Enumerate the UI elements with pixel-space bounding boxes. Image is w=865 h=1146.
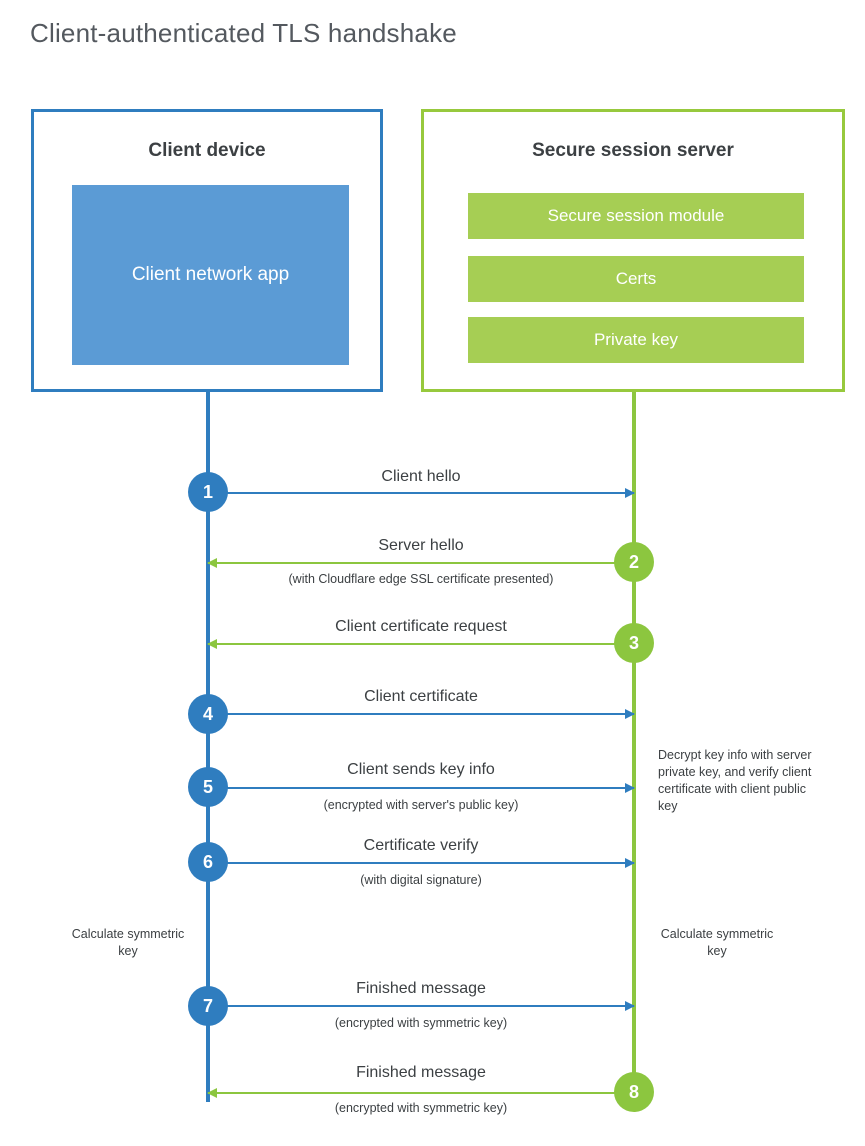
note-client-symmetric-key: Calculate symmetric key	[71, 927, 185, 958]
note-server-decrypt: Decrypt key info with server private key, and verify client certificate with client public key	[658, 748, 812, 813]
arrow-step-1	[208, 492, 634, 494]
secure-session-server-box	[421, 109, 845, 392]
label-step-3: Client certificate request	[335, 618, 507, 635]
arrow-shaft	[208, 643, 634, 645]
page-title: Client-authenticated TLS handshake	[30, 18, 457, 48]
label-step-6: Certificate verify	[363, 837, 479, 854]
label-step-2: Server hello	[378, 537, 464, 554]
badge-step-3: 3	[614, 623, 654, 663]
secure-session-server-title: Secure session server	[532, 140, 734, 161]
server-chip-private-key: Private key	[468, 317, 804, 363]
sublabel-step-8: (encrypted with symmetric key)	[334, 1101, 508, 1115]
badge-step-2: 2	[614, 542, 654, 582]
arrowhead-icon	[625, 1001, 635, 1011]
arrow-step-3	[208, 643, 634, 645]
arrowhead-icon	[625, 783, 635, 793]
arrow-shaft	[208, 1092, 634, 1094]
arrow-step-6	[208, 862, 634, 864]
sublabel-step-2: (with Cloudflare edge SSL certificate presented)	[288, 572, 554, 586]
sublabel-step-5: (encrypted with server's public key)	[323, 798, 519, 812]
sublabel-step-6: (with digital signature)	[360, 873, 482, 887]
note-server-symmetric-key: Calculate symmetric key	[660, 927, 774, 958]
label-step-7: Finished message	[356, 980, 486, 997]
label-step-8: Finished message	[356, 1064, 486, 1081]
badge-step-7: 7	[188, 986, 228, 1026]
arrow-shaft	[208, 1005, 634, 1007]
server-chip-certs: Certs	[468, 256, 804, 302]
sublabel-step-7: (encrypted with symmetric key)	[334, 1016, 508, 1030]
arrow-shaft	[208, 562, 634, 564]
arrow-shaft	[208, 492, 634, 494]
badge-step-6: 6	[188, 842, 228, 882]
badge-step-8: 8	[614, 1072, 654, 1112]
arrow-step-2	[208, 562, 634, 564]
arrowhead-icon	[625, 858, 635, 868]
label-step-5: Client sends key info	[347, 761, 495, 778]
label-step-1: Client hello	[381, 468, 461, 485]
client-device-box	[31, 109, 383, 392]
client-device-title: Client device	[148, 140, 266, 161]
arrowhead-icon	[207, 558, 217, 568]
client-network-app-block: Client network app	[72, 185, 349, 365]
label-step-4: Client certificate	[364, 688, 478, 705]
arrow-shaft	[208, 713, 634, 715]
arrow-shaft	[208, 862, 634, 864]
arrowhead-icon	[207, 639, 217, 649]
arrowhead-icon	[625, 709, 635, 719]
arrow-shaft	[208, 787, 634, 789]
server-chip-secure-session-module: Secure session module	[468, 193, 804, 239]
arrowhead-icon	[625, 488, 635, 498]
arrow-step-5	[208, 787, 634, 789]
badge-step-4: 4	[188, 694, 228, 734]
badge-step-5: 5	[188, 767, 228, 807]
arrow-step-8	[208, 1092, 634, 1094]
arrow-step-4	[208, 713, 634, 715]
arrowhead-icon	[207, 1088, 217, 1098]
badge-step-1: 1	[188, 472, 228, 512]
arrow-step-7	[208, 1005, 634, 1007]
